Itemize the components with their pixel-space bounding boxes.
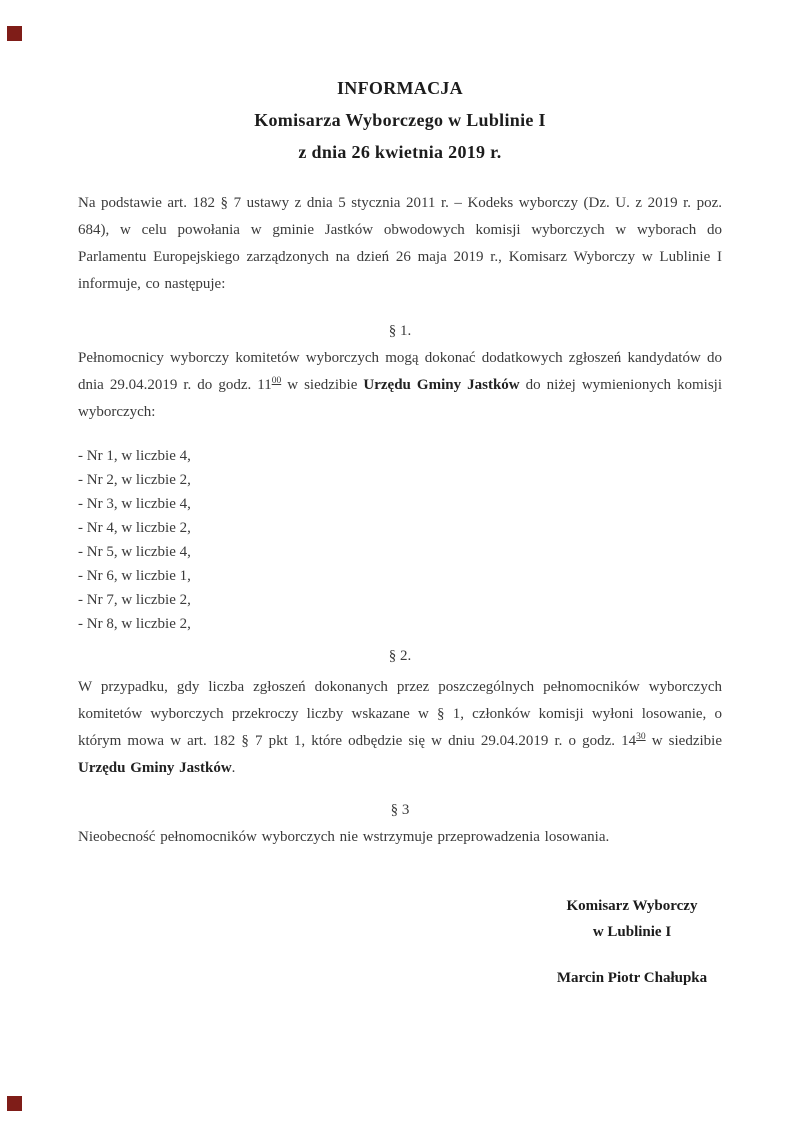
intro-paragraph: Na podstawie art. 182 § 7 ustawy z dnia 5 stycznia 2011 r. – Kodeks wyborczy (Dz. U. z 2019 r. poz. 684), w celu powołania w gminie Jastków obwodowych komisji wyborczych w wyborach do Parlamentu Europejskiego zarządzonych na dzień 26 maja 2019 r., Komisarz Wyborczy w Lublinie I informuje, co następuje: [78,195,722,292]
title-line-3: z dnia 26 kwietnia 2019 r. [298,142,502,162]
section-2-text-end: . [231,760,236,776]
section-1-text-start: Pełnomocnicy wyborczy komitetów wyborczych mogą dokonać dodatkowych zgłoszeń kandydatów do dnia 29.04.2019 r. do godz. 11 [78,350,722,393]
signature-role: Komisarz Wyborczy [566,898,698,914]
section-1-paragraph [78,345,722,426]
document-title [78,72,722,168]
signature-name: Marcin Piotr Chałupka [556,970,708,986]
section-1-time-superscript: 00 [271,376,282,386]
section-1-venue-name: Urzędu Gminy Jastków [363,377,520,393]
section-2-time-superscript: 30 [636,732,646,742]
section-2-text-start: W przypadku, gdy liczba zgłoszeń dokonanych przez poszczególnych pełnomocników wyborczych komitetów wyborczych przekroczy liczby wskazane w § 1, członków komisji wyłoni losowanie, o którym mowa w art. 182 § 7 pkt 1, które odbędzie się w dniu 29.04.2019 r. o godz. 14 [78,679,722,749]
list-item-nr-1: - Nr 1, w liczbie 4, [78,448,191,464]
list-item-nr-2: - Nr 2, w liczbie 2, [78,472,191,488]
list-item-nr-3: - Nr 3, w liczbie 4, [78,496,191,512]
list-item-nr-6: - Nr 6, w liczbie 1, [78,568,191,584]
page-corner-mark-top [7,26,22,41]
list-item-nr-4: - Nr 4, w liczbie 2, [78,520,191,536]
document-content [0,72,800,991]
section-3-paragraph: Nieobecność pełnomocników wyborczych nie wstrzymuje przeprowadzenia losowania. [78,829,610,845]
section-1-text-mid: w siedzibie [281,377,364,393]
section-2-paragraph [78,674,722,782]
signature-location: w Lublinie I [592,924,672,940]
section-1-heading: § 1. [388,323,412,339]
section-2-venue-name: Urzędu Gminy Jastków [78,760,232,776]
list-item-nr-7: - Nr 7, w liczbie 2, [78,592,191,608]
list-item-nr-8: - Nr 8, w liczbie 2, [78,616,191,632]
section-3-heading: § 3 [390,802,410,818]
list-item-nr-5: - Nr 5, w liczbie 4, [78,544,191,560]
signature-block [482,893,782,991]
commission-list [78,444,722,636]
section-1-text-end: do niżej wymienionych komisji wyborczych: [78,377,723,420]
title-line-1: INFORMACJA [337,78,463,98]
title-line-2: Komisarza Wyborczego w Lublinie I [254,110,546,130]
section-2-heading: § 2. [388,648,412,664]
section-2-text-mid: w siedzibie [645,733,722,749]
page-corner-mark-bottom [7,1096,22,1111]
